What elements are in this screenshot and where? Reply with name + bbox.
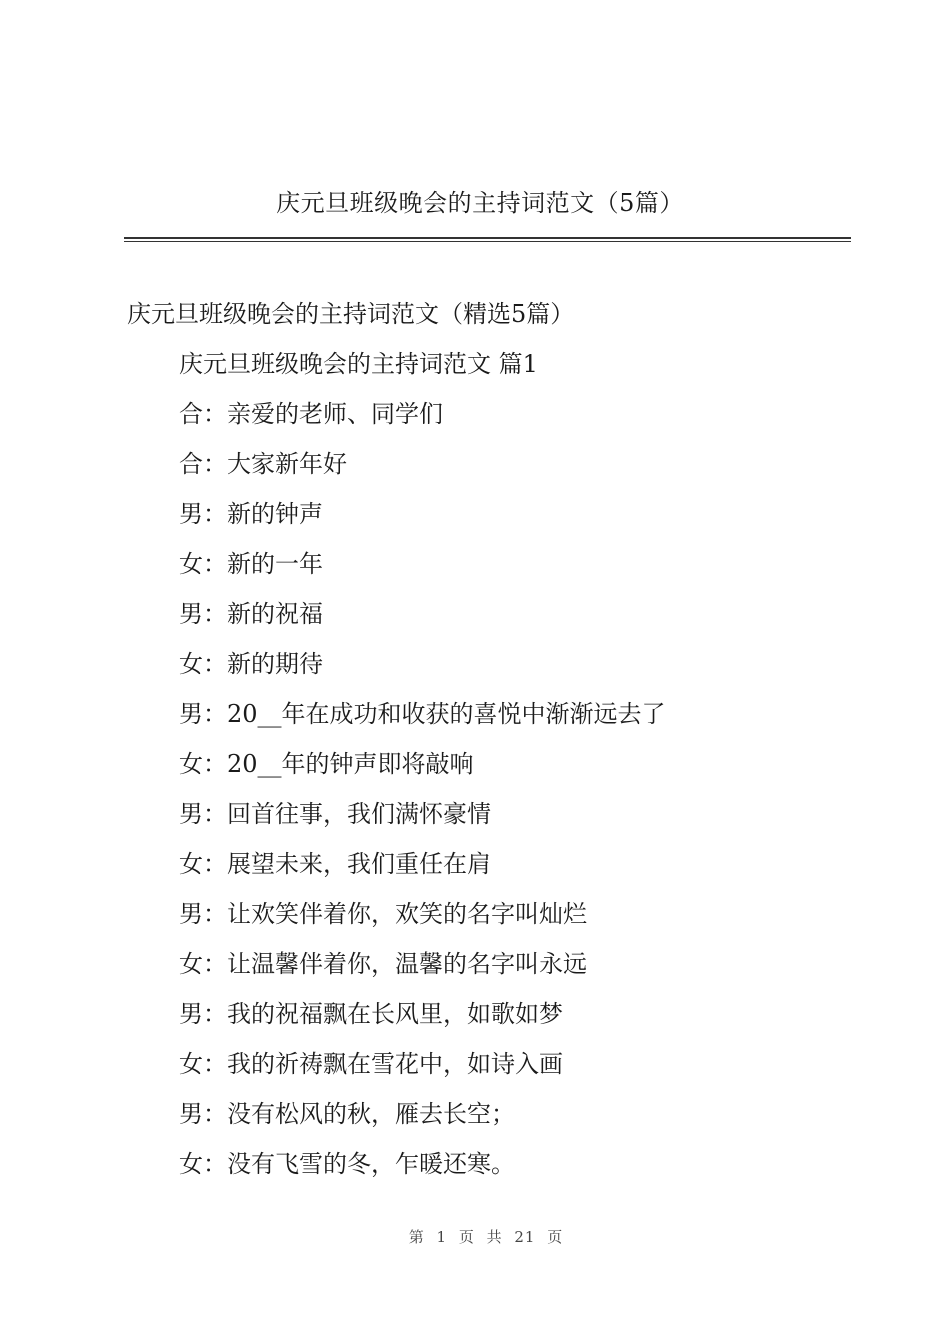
script-line: 女：展望未来，我们重任在肩 — [179, 850, 491, 878]
script-line: 男：没有松风的秋，雁去长空； — [179, 1100, 515, 1128]
script-line: 合：亲爱的老师、同学们 — [179, 400, 443, 428]
script-line: 女：我的祈祷飘在雪花中，如诗入画 — [179, 1050, 563, 1078]
script-line: 男：让欢笑伴着你，欢笑的名字叫灿烂 — [179, 900, 587, 928]
script-lines — [179, 347, 666, 1197]
section-heading: 庆元旦班级晚会的主持词范文 篇1 — [179, 350, 538, 378]
script-line: 男：20__年在成功和收获的喜悦中渐渐远去了 — [179, 700, 666, 728]
script-line: 合：大家新年好 — [179, 450, 347, 478]
script-line: 女：让温馨伴着你，温馨的名字叫永远 — [179, 950, 587, 978]
script-line: 男：新的祝福 — [179, 600, 323, 628]
document-title: 庆元旦班级晚会的主持词范文（精选5篇） — [127, 300, 575, 328]
script-line: 男：回首往事，我们满怀豪情 — [179, 800, 491, 828]
page-number-footer: 第 1 页 共 21 页 — [408, 1228, 564, 1246]
script-line: 男：新的钟声 — [179, 500, 323, 528]
header-double-rule — [124, 237, 851, 242]
running-header-title: 庆元旦班级晚会的主持词范文（5篇） — [276, 189, 684, 217]
script-line: 女：没有飞雪的冬，乍暖还寒。 — [179, 1150, 515, 1178]
script-line: 女：20__年的钟声即将敲响 — [179, 750, 474, 778]
script-line: 女：新的期待 — [179, 650, 323, 678]
script-line: 男：我的祝福飘在长风里，如歌如梦 — [179, 1000, 563, 1028]
script-line: 女：新的一年 — [179, 550, 323, 578]
